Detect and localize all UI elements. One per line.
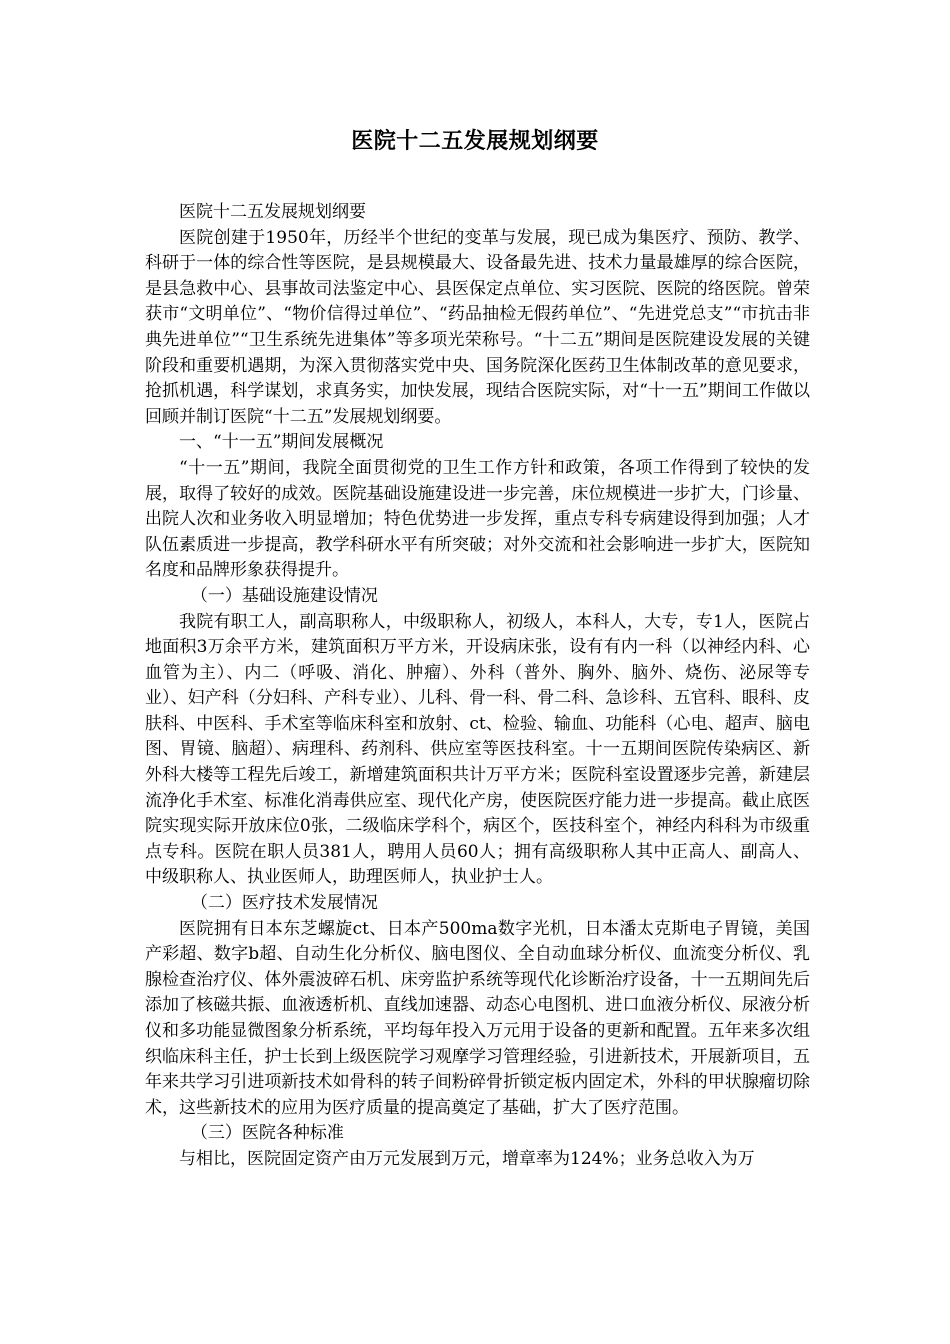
paragraph-standards: 与相比，医院固定资产由万元发展到万元，增章率为124%；业务总收入为万 [179, 1148, 755, 1169]
paragraph-technology: 医院拥有日本东芝螺旋ct、日本产500ma数字光机，日本潘太克斯电子胃镜，美国产彩超、数字b超、自动生化分析仪、脑电图仪、全自动血球分析仪、血流变分析仪、乳腺检查治疗仪、体外震波碎石机、床旁监护系统等现代化诊断治疗设备，十一五期间先后添加了核磁共振、血液透析机、直线加速器、动态心电图机、进口血液分析仪、尿液分析仪和多功能显微图象分析系统，平均每年投入万元用于设备的更新和配置。五年来多次组织临床科主任，护士长到上级医院学习观摩学习管理经验，引进新技术，开展新项目，五年来共学习引进项新技术如骨科的转子间粉碎骨折锁定板内固定术，外科的甲状腺瘤切除术，这些新技术的应用为医疗质量的提高奠定了基础，扩大了医疗范围。 [145, 918, 810, 1118]
paragraph-infrastructure: 我院有职工人，副高职称人，中级职称人，初级人，本科人，大专，专1人，医院占地面积3万余平方米，建筑面积万平方米，开设病床张，设有有内一科（以神经内科、心血管为主）、内二（呼吸、消化、肿瘤）、外科（普外、胸外、脑外、烧伤、泌尿等专业）、妇产科（分妇科、产科专业）、儿科、骨一科、骨二科、急诊科、五官科、眼科、皮肤科、中医科、手术室等临床科室和放射、ct、检验、输血、功能科（心电、超声、脑电图、胃镜、脑超）、病理科、药剂科、供应室等医技科室。十一五期间医院传染病区、新外科大楼等工程先后竣工，新增建筑面积共计万平方米；医院科室设置逐步完善，新建层流净化手术室、标准化消毒供应室、现代化产房，使医院医疗能力进一步提高。截止底医院实现实际开放床位0张，二级临床学科个，病区个，医技科室个，神经内科科为市级重点专科。医院在职人员381人，聘用人员60人；拥有高级职称人其中正高人、副高人、中级职称人、执业医师人，助理医师人，执业护士人。 [145, 611, 810, 888]
subsection-heading-standards: （三）医院各种标准 [190, 1123, 344, 1144]
paragraph-intro: 医院创建于1950年，历经半个世纪的变革与发展，现已成为集医疗、预防、教学、科研于一体的综合性等医院，是县规模最大、设备最先进、技术力量最雄厚的综合医院，是县急救中心、县事故司法鉴定中心、县医保定点单位、实习医院、医院的络医院。曾荣获市“文明单位”、“物价信得过单位”、“药品抽检无假药单位”、“先进党总支”“市抗击非典先进单位”“卫生系统先进集体”等多项光荣称号。“十二五”期间是医院建设发展的关键阶段和重要机遇期，为深入贯彻落实党中央、国务院深化医药卫生体制改革的意见要求，抢抓机遇，科学谋划，求真务实，加快发展，现结合医院实际，对“十一五”期间工作做以回顾并制订医院“十二五”发展规划纲要。 [145, 227, 810, 427]
paragraph-overview: “十一五”期间，我院全面贯彻党的卫生工作方针和政策，各项工作得到了较快的发展，取得了较好的成效。医院基础设施建设进一步完善，床位规模进一步扩大，门诊量、出院人次和业务收入明显增加；特色优势进一步发挥，重点专科专病建设得到加强；人才队伍素质进一步提高，教学科研水平有所突破；对外交流和社会影响进一步扩大，医院知名度和品牌形象获得提升。 [145, 457, 810, 581]
section-heading-overview: 一、“十一五”期间发展概况 [179, 432, 384, 453]
document-body [145, 200, 810, 1173]
subsection-heading-infrastructure: （一）基础设施建设情况 [190, 585, 378, 606]
paragraph-subtitle: 医院十二五发展规划纲要 [179, 202, 366, 222]
document-title: 医院十二五发展规划纲要 [351, 128, 599, 154]
subsection-heading-technology: （二）医疗技术发展情况 [190, 893, 378, 914]
